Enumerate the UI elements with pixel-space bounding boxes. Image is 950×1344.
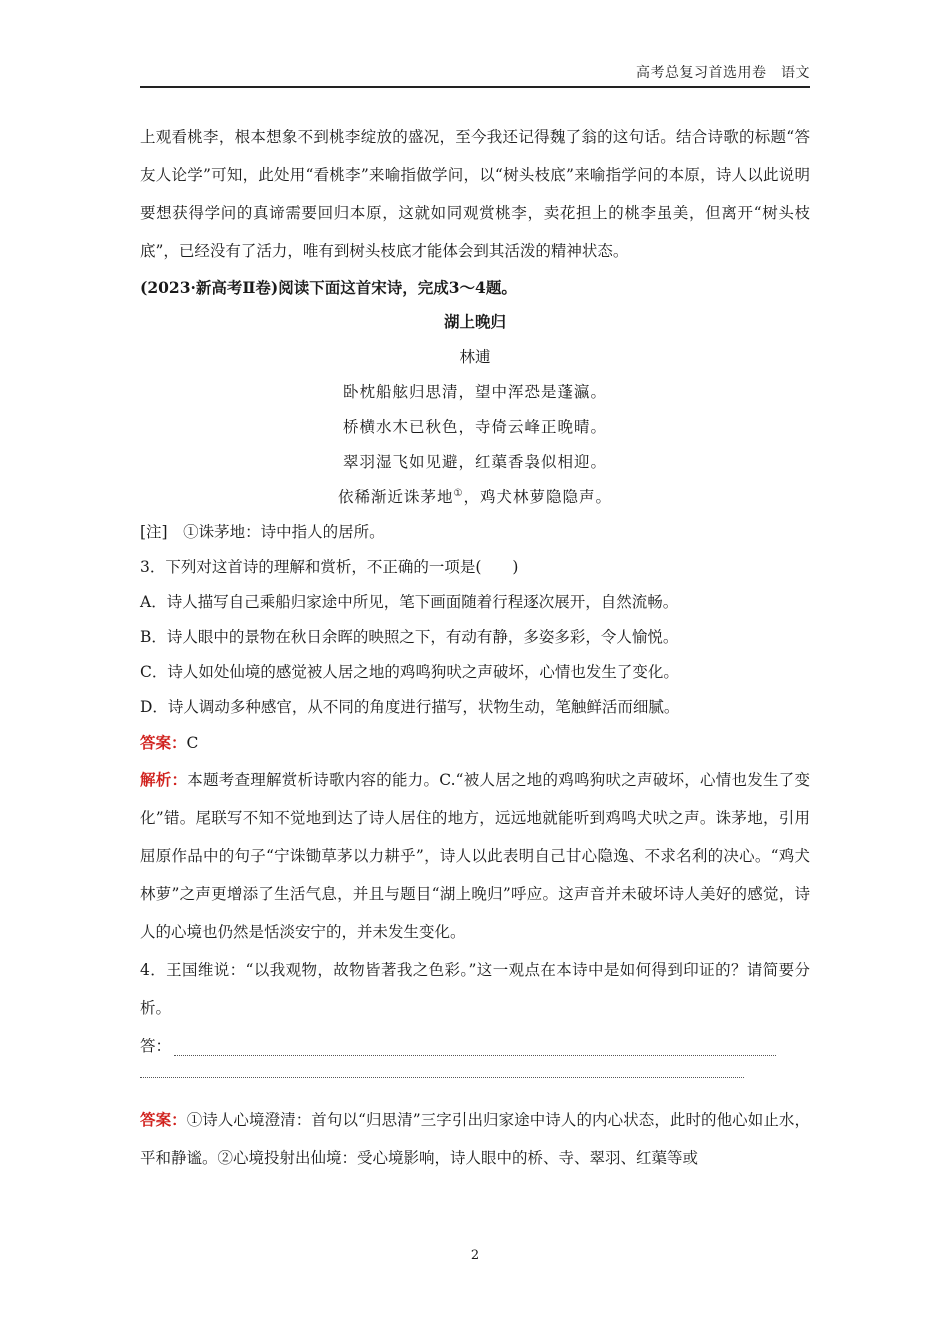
answer-value: C — [186, 734, 199, 752]
poem-line-4-part2: ，鸡犬林萝隐隐声。 — [463, 488, 612, 506]
question-3-stem: 3．下列对这首诗的理解和赏析，不正确的一项是( ) — [140, 558, 519, 576]
poem-line-4-part1: 依稀渐近诛茅地 — [338, 488, 454, 506]
note-label: [注] — [140, 523, 168, 541]
option-b: B．诗人眼中的景物在秋日余晖的映照之下，有动有静，多姿多彩，令人愉悦。 — [140, 628, 679, 646]
question-3-analysis — [140, 761, 810, 951]
section-prompt: (2023·新高考Ⅱ卷)阅读下面这首宋诗，完成3～4题。 — [140, 278, 517, 297]
poem-title: 湖上晚归 — [443, 313, 506, 331]
poem-author: 林逋 — [459, 348, 491, 366]
note-text: ①诛茅地：诗中指人的居所。 — [183, 523, 385, 541]
answer-line-2 — [140, 1067, 810, 1101]
answer-line-1 — [140, 1027, 810, 1067]
analysis-text: 本题考查理解赏析诗歌内容的能力。C.“被人居之地的鸡鸣狗吠之声破坏，心情也发生了变化”错。尾联写不知不觉地到达了诗人居住的地方，远远地就能听到鸡鸣犬吠之声。诛茅地，引用屈原作品中的句子“宁诛锄草茅以力耕乎”，诗人以此表明自己甘心隐逸、不求名利的决心。“鸡犬林萝”之声更增添了生活气息，并且与题目“湖上晚归”呼应。这声音并未破坏诗人美好的感觉，诗人的心境也仍然是恬淡安宁的，并未发生变化。 — [140, 771, 810, 941]
poem-line-4 — [140, 480, 810, 515]
answer-blank-line-1[interactable] — [174, 1055, 776, 1056]
answer-blank-line-2[interactable] — [140, 1077, 744, 1078]
poem-line-1: 卧枕船舷归思清，望中浑恐是蓬瀛。 — [342, 383, 607, 401]
question-4-stem: 4．王国维说：“以我观物，故物皆著我之色彩。”这一观点在本诗中是如何得到印证的？请简要分析。 — [140, 961, 810, 1017]
poem-line-3: 翠羽湿飞如见避，红蕖香袅似相迎。 — [342, 453, 607, 471]
answer-label-4: 答案： — [140, 1110, 187, 1129]
running-header: 高考总复习首选用卷 语文 — [636, 65, 810, 81]
intro-paragraph: 上观看桃李，根本想象不到桃李绽放的盛况，至今我还记得魏了翁的这句话。结合诗歌的标题“答友人论学”可知，此处用“看桃李”来喻指做学问，以“树头枝底”来喻指学问的本原，诗人以此说明要想获得学问的真谛需要回归本原，这就如同观赏桃李，卖花担上的桃李虽美，但离开“树头枝底”，已经没有了活力，唯有到树头枝底才能体会到其活泼的精神状态。 — [140, 128, 810, 260]
page-content — [140, 118, 810, 1177]
poem-note — [140, 515, 810, 550]
answer-label: 答案： — [140, 733, 187, 752]
question-4-answer — [140, 1101, 810, 1177]
option-d: D．诗人调动多种感官，从不同的角度进行描写，状物生动，笔触鲜活而细腻。 — [140, 698, 680, 716]
option-a: A．诗人描写自己乘船归家途中所见，笔下画面随着行程逐次展开，自然流畅。 — [140, 593, 679, 611]
option-c: C．诗人如处仙境的感觉被人居之地的鸡鸣狗吠之声破坏，心情也发生了变化。 — [140, 663, 679, 681]
footnote-marker: ① — [453, 488, 464, 499]
answer-text-4: ①诗人心境澄清：首句以“归思清”三字引出归家途中诗人的内心状态，此时的他心如止水，平和静谧。②心境投射出仙境：受心境影响，诗人眼中的桥、寺、翠羽、红蕖等或 — [140, 1111, 810, 1167]
answer-prompt: 答： — [140, 1037, 172, 1055]
poem-line-2: 桥横水木已秋色，寺倚云峰正晚晴。 — [342, 418, 607, 436]
page-number: 2 — [470, 1248, 480, 1263]
analysis-label: 解析： — [140, 770, 188, 789]
question-3-answer — [140, 725, 810, 761]
header-rule — [140, 86, 810, 88]
